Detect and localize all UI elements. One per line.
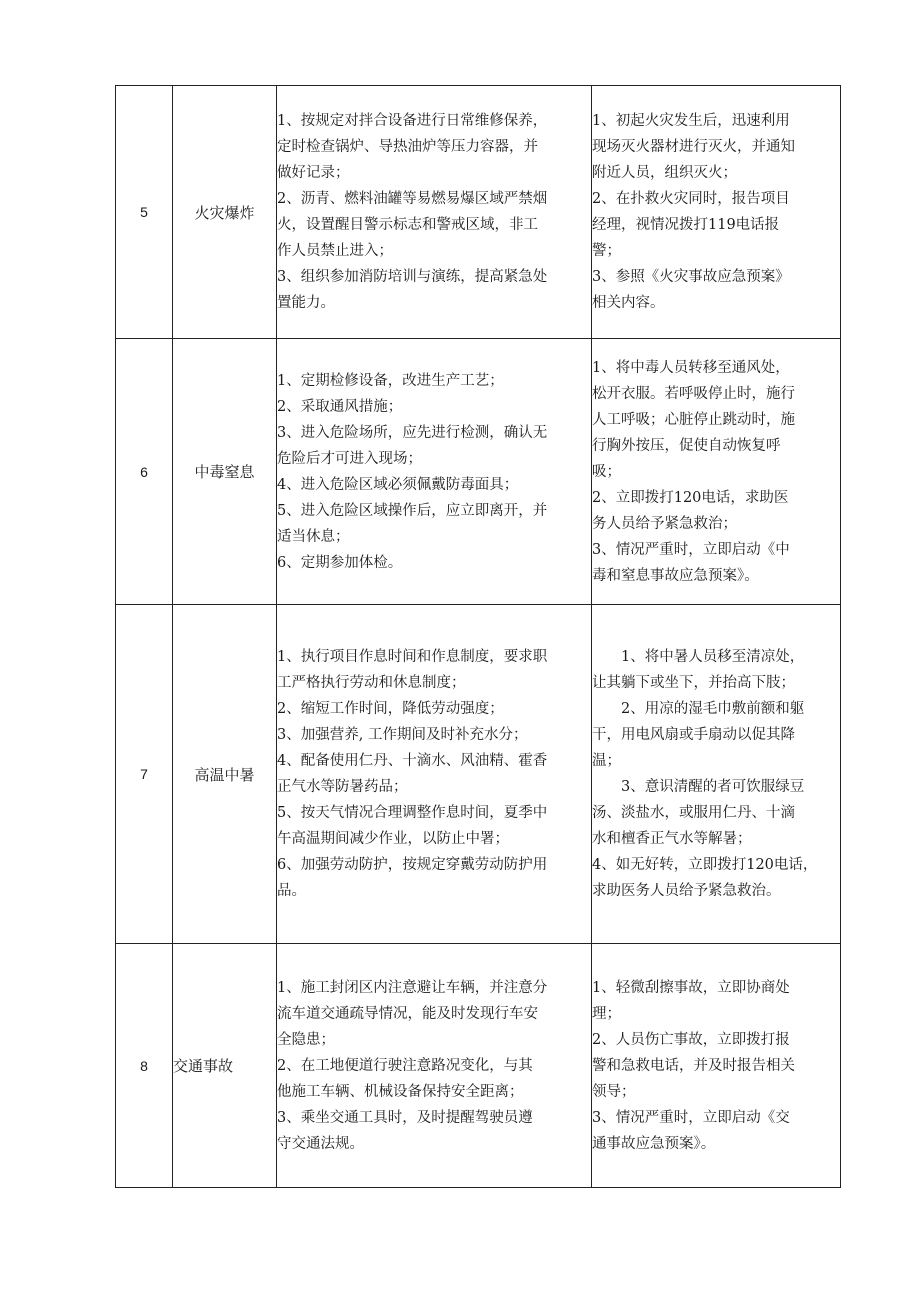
text-line: 松开衣服。若呼吸停止时，施行	[592, 385, 795, 402]
text-line: 求助医务人员给予紧急救治。	[592, 883, 781, 899]
table-row	[116, 605, 841, 944]
text-line: 2、在工地便道行驶注意路况变化，与其	[277, 1057, 533, 1074]
text-line: 领导；	[592, 1083, 636, 1100]
text-line: 午高温期间减少作业，以防止中署；	[277, 831, 509, 847]
text-line: 经理，视情况拨打119电话报	[592, 217, 780, 233]
text-line: 2、人员伤亡事故，立即拨打报	[592, 1031, 790, 1048]
text-line: 人工呼吸；心脏停止跳动时，施	[592, 411, 795, 428]
row-number: 8	[116, 944, 173, 1188]
text-line: 正气水等防暑药品；	[277, 779, 408, 795]
text-line: 做好记录；	[277, 165, 350, 181]
row-number: 6	[116, 339, 173, 605]
text-line: 吸；	[592, 463, 621, 480]
emergency-response	[592, 605, 841, 944]
text-line: 2、在扑救火灾同时，报告项目	[592, 191, 790, 207]
hazard-name: 中毒窒息	[173, 339, 277, 605]
text-line: 1、初起火灾发生后，迅速利用	[592, 113, 790, 129]
text-line: 干，用电风扇或手扇动以促其降	[592, 727, 795, 743]
text-line: 3、意识清醒的者可饮服绿豆	[621, 779, 805, 795]
text-line: 警；	[592, 243, 621, 259]
text-line: 2、用凉的湿毛巾敷前额和躯	[621, 701, 805, 717]
text-line: 现场灭火器材进行灭火，并通知	[592, 139, 795, 155]
text-line: 3、组织参加消防培训与演练，提高紧急处	[277, 269, 548, 285]
text-line: 流车道交通疏导情况，能及时发现行车安	[277, 1005, 538, 1022]
risk-control-table	[115, 85, 841, 1188]
text-line: 5、按天气情况合理调整作息时间，夏季中	[277, 805, 548, 821]
text-line: 4、配备使用仁丹、十滴水、风油精、霍香	[277, 753, 548, 769]
text-line: 汤、淡盐水，或服用仁丹、十滴	[592, 805, 795, 821]
text-line: 3、情况严重时，立即启动《中	[592, 541, 790, 558]
text-line: 品。	[277, 883, 306, 899]
text-line: 理；	[592, 1005, 621, 1022]
row-number: 7	[116, 605, 173, 944]
text-line: 3、情况严重时，立即启动《交	[592, 1109, 790, 1126]
text-line: 1、施工封闭区内注意避让车辆，并注意分	[277, 979, 548, 996]
text-line: 守交通法规。	[277, 1135, 364, 1152]
text-line: 1、按规定对拌合设备进行日常维修保养，	[277, 113, 548, 129]
text-line: 全隐患；	[277, 1031, 335, 1048]
text-line: 4、如无好转，立即拨打120电话，	[592, 857, 818, 873]
prevention-measures	[277, 86, 592, 339]
text-line: 5、进入危险区域操作后，应立即离开，并	[277, 502, 548, 519]
text-line: 3、进入危险场所，应先进行检测，确认无	[277, 424, 548, 441]
text-line: 1、将中暑人员移至清凉处，	[621, 649, 805, 665]
text-line: 3、参照《火灾事故应急预案》	[592, 269, 790, 285]
text-line: 他施工车辆、机械设备保持安全距离；	[277, 1083, 524, 1100]
text-line: 通事故应急预案》。	[592, 1135, 716, 1152]
text-line: 务人员给予紧急救治；	[592, 515, 737, 532]
text-line: 行胸外按压，促使自动恢复呼	[592, 437, 781, 454]
text-line: 适当休息；	[277, 528, 350, 545]
text-line: 6、定期参加体检。	[277, 554, 403, 571]
text-line: 2、缩短工作时间，降低劳动强度；	[277, 701, 504, 717]
text-line: 相关内容。	[592, 295, 665, 311]
table-row	[116, 339, 841, 605]
table-row	[116, 944, 841, 1188]
prevention-measures	[277, 605, 592, 944]
text-line: 警和急救电话，并及时报告相关	[592, 1057, 795, 1074]
emergency-response	[592, 86, 841, 339]
emergency-response	[592, 944, 841, 1188]
emergency-response	[592, 339, 841, 605]
text-line: 2、沥青、燃料油罐等易燃易爆区域严禁烟	[277, 191, 548, 207]
text-line: 3、乘坐交通工具时，及时提醒驾驶员遵	[277, 1109, 533, 1126]
text-line: 1、执行项目作息时间和作息制度，要求职	[277, 649, 548, 665]
prevention-measures	[277, 944, 592, 1188]
text-line: 定时检查锅炉、导热油炉等压力容器，并	[277, 139, 538, 155]
row-number: 5	[116, 86, 173, 339]
text-line: 温；	[592, 753, 621, 769]
text-line: 工严格执行劳动和休息制度；	[277, 675, 466, 691]
prevention-measures	[277, 339, 592, 605]
text-line: 危险后才可进入现场；	[277, 450, 422, 467]
text-line: 附近人员，组织灭火；	[592, 165, 737, 181]
text-line: 火，设置醒目警示标志和警戒区域，非工	[277, 217, 538, 233]
text-line: 置能力。	[277, 295, 335, 311]
hazard-name: 高温中暑	[173, 605, 277, 944]
text-line: 2、采取通风措施；	[277, 398, 403, 415]
text-line: 3、加强营养, 工作期间及时补充水分；	[277, 727, 528, 743]
text-line: 毒和窒息事故应急预案》。	[592, 567, 759, 584]
hazard-name: 火灾爆炸	[173, 86, 277, 339]
text-line: 4、进入危险区域必须佩戴防毒面具；	[277, 476, 519, 493]
table-row	[116, 86, 841, 339]
text-line: 水和檀香正气水等解暑；	[592, 831, 752, 847]
text-line: 让其躺下或坐下，并抬高下肢；	[592, 675, 795, 691]
text-line: 作人员禁止进入；	[277, 243, 393, 259]
text-line: 1、将中毒人员转移至通风处，	[592, 359, 790, 376]
text-line: 6、加强劳动防护，按规定穿戴劳动防护用	[277, 857, 548, 873]
text-line: 2、立即拨打120电话，求助医	[592, 489, 789, 506]
hazard-name: 交通事故	[173, 944, 277, 1188]
text-line: 1、轻微刮擦事故，立即协商处	[592, 979, 790, 996]
text-line: 1、定期检修设备，改进生产工艺；	[277, 372, 504, 389]
